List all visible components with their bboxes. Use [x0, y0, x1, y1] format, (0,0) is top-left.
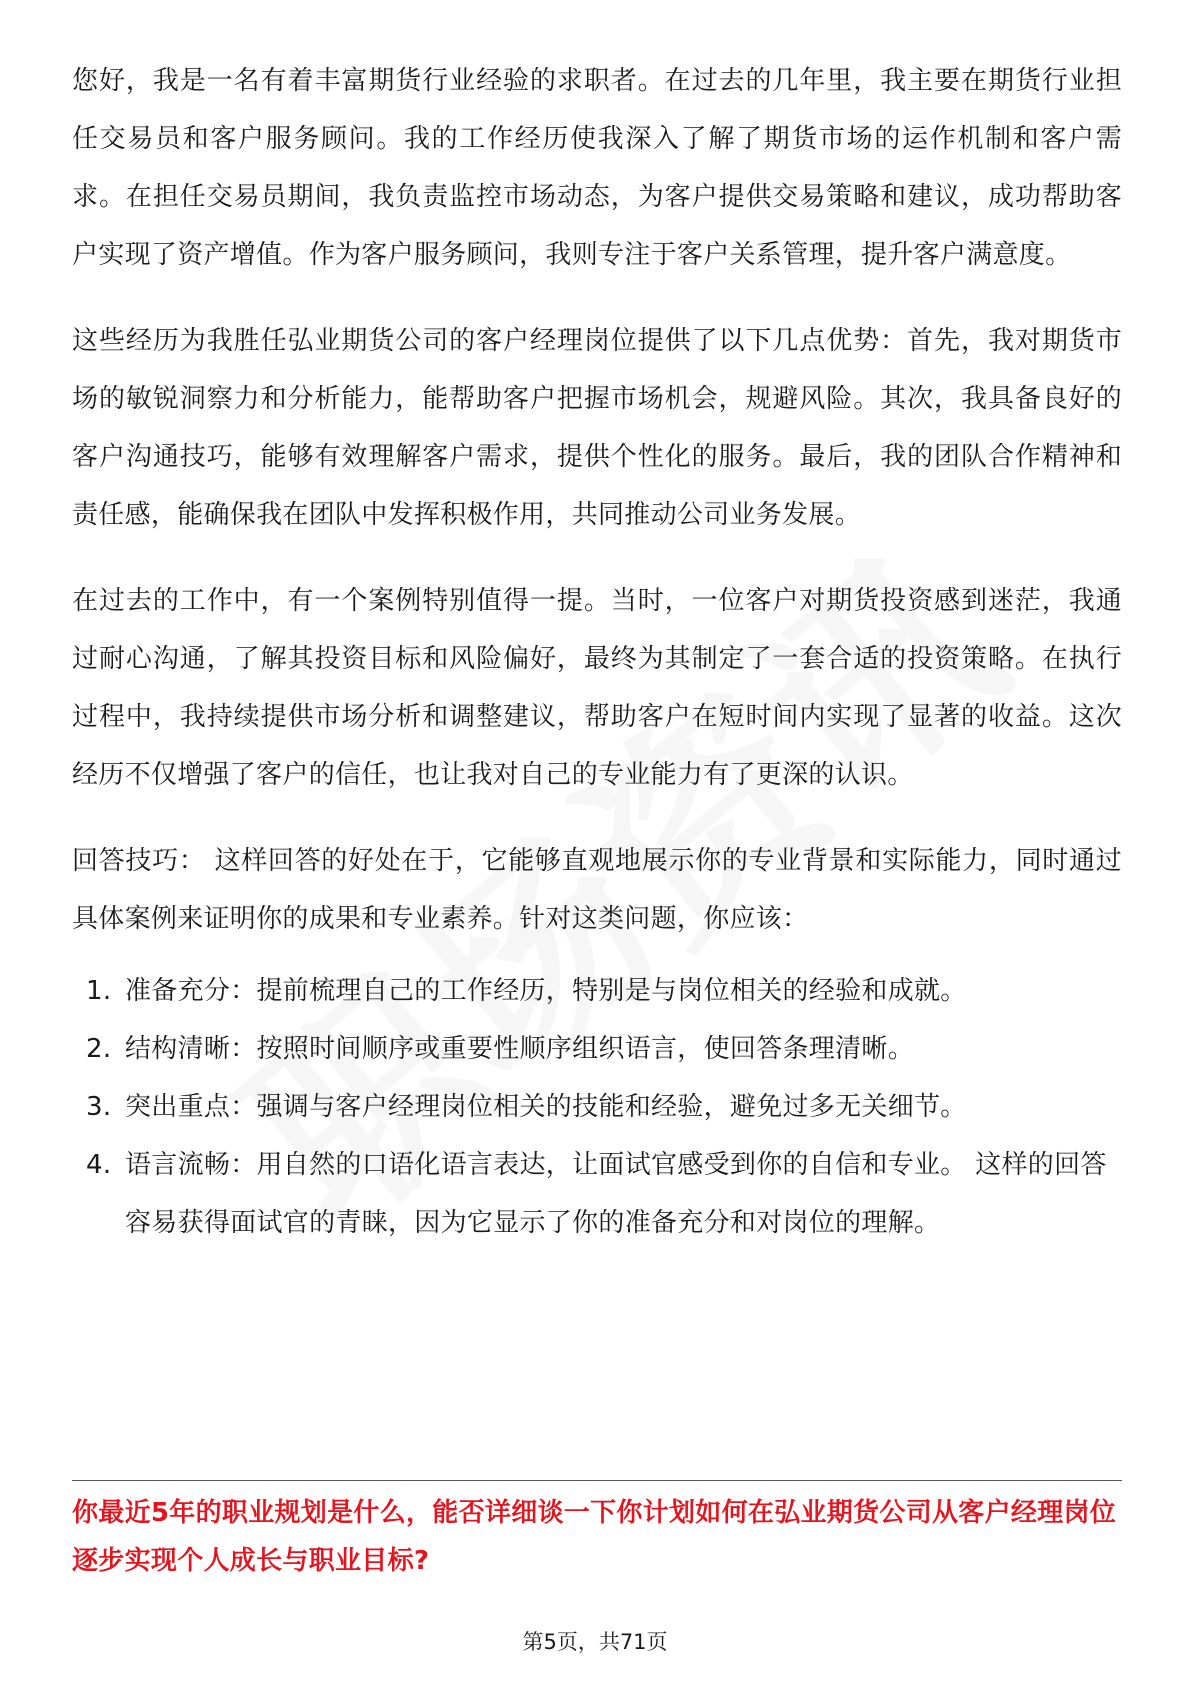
list-item-number: 1.: [86, 976, 112, 1006]
paragraph-case: 在过去的工作中，有一个案例特别值得一提。当时，一位客户对期货投资感到迷茫，我通过耐心沟通，了解其投资目标和风险偏好，最终为其制定了一套合适的投资策略。在执行过程中，我持续提供市场分析和调整建议，帮助客户在短时间内实现了显著的收益。这次经历不仅增强了客户的信任，也让我对自己的专业能力有了更深的认识。: [72, 586, 1122, 790]
next-question-heading: 你最近5年的职业规划是什么，能否详细谈一下你计划如何在弘业期货公司从客户经理岗位逐步实现个人成长与职业目标?: [72, 1498, 1117, 1576]
list-item-text: 结构清晰：按照时间顺序或重要性顺序组织语言，使回答条理清晰。: [125, 1034, 915, 1064]
list-item-text: 语言流畅：用自然的口语化语言表达，让面试官感受到你的自信和专业。 这样的回答容易获得面试官的青睐，因为它显示了你的准备充分和对岗位的理解。: [125, 1150, 1107, 1238]
list-item-number: 3.: [86, 1092, 112, 1122]
section-divider: [72, 1480, 1122, 1481]
document-body: [72, 52, 1122, 1252]
list-item: [72, 1078, 1122, 1136]
paragraph-tips-intro: 回答技巧： 这样回答的好处在于，它能够直观地展示你的专业背景和实际能力，同时通过具体案例来证明你的成果和专业素养。针对这类问题，你应该：: [72, 846, 1122, 934]
list-item-text: 突出重点：强调与客户经理岗位相关的技能和经验，避免过多无关细节。: [125, 1092, 967, 1122]
list-item: [72, 1020, 1122, 1078]
list-item-number: 2.: [86, 1034, 112, 1064]
tips-list: [72, 962, 1122, 1252]
list-item-text: 准备充分：提前梳理自己的工作经历，特别是与岗位相关的经验和成就。: [125, 976, 967, 1006]
paragraph-intro: 您好，我是一名有着丰富期货行业经验的求职者。在过去的几年里，我主要在期货行业担任交易员和客户服务顾问。我的工作经历使我深入了解了期货市场的运作机制和客户需求。在担任交易员期间，我负责监控市场动态，为客户提供交易策略和建议，成功帮助客户实现了资产增值。作为客户服务顾问，我则专注于客户关系管理，提升客户满意度。: [72, 66, 1122, 270]
page-footer: 第5页，共71页: [522, 1630, 668, 1654]
list-item: [72, 1136, 1122, 1252]
list-item: [72, 962, 1122, 1020]
list-item-number: 4.: [86, 1150, 112, 1180]
paragraph-advantages: 这些经历为我胜任弘业期货公司的客户经理岗位提供了以下几点优势：首先，我对期货市场的敏锐洞察力和分析能力，能帮助客户把握市场机会，规避风险。其次，我具备良好的客户沟通技巧，能够有效理解客户需求，提供个性化的服务。最后，我的团队合作精神和责任感，能确保我在团队中发挥积极作用，共同推动公司业务发展。: [72, 326, 1122, 530]
